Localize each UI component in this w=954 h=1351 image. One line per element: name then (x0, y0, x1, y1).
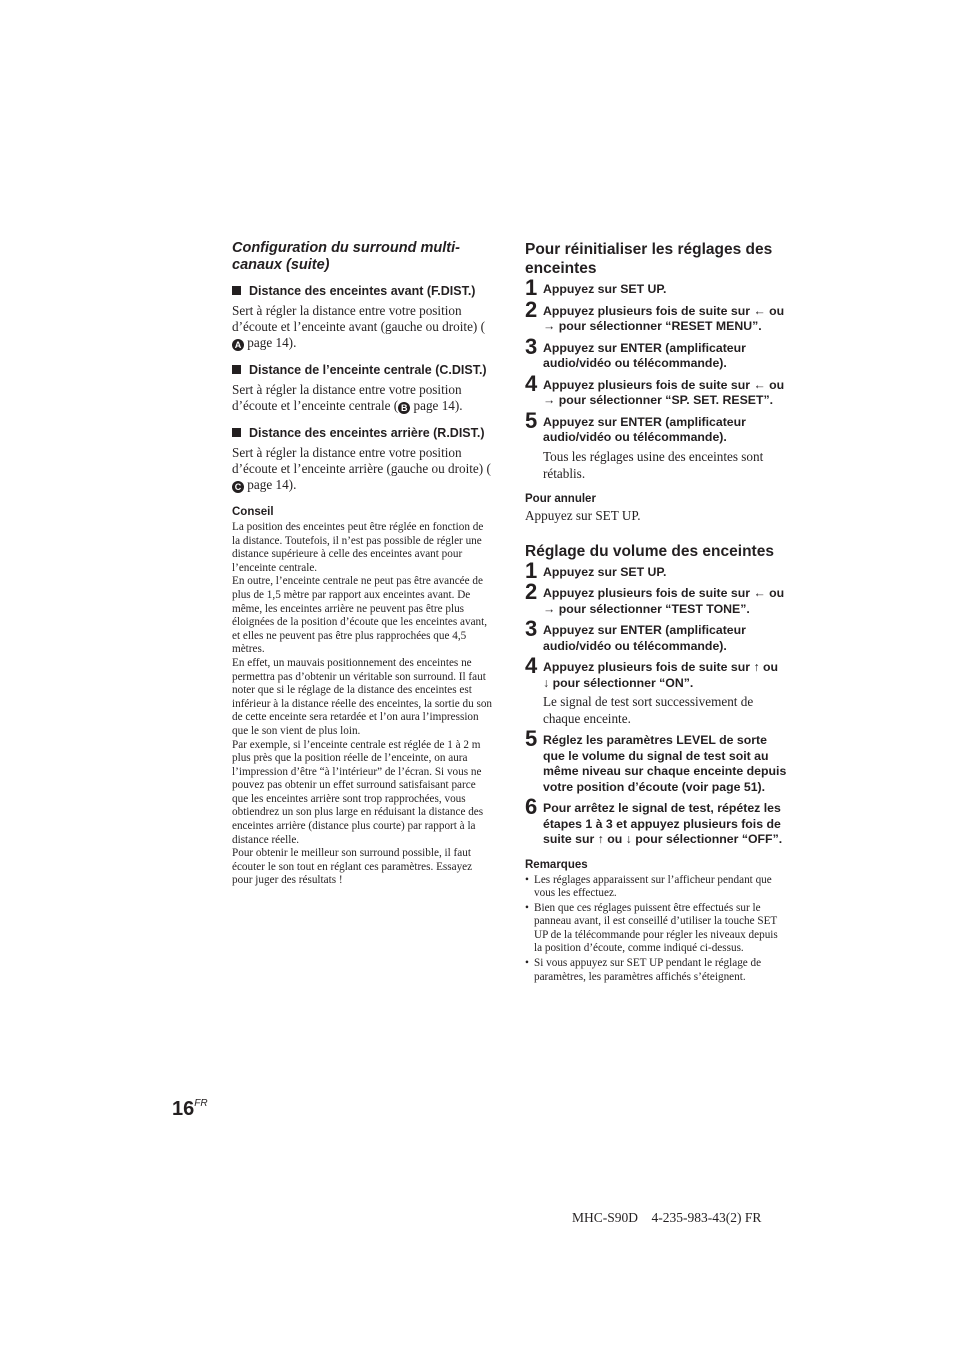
tip-paragraph: Pour obtenir le meilleur son surround possible, il faut écouter le son tout en réglant ces paramètres. Essayez pour juger des résultats ! (232, 847, 473, 887)
note-item: • Si vous appuyez sur SET UP pendant le réglage de paramètres, les paramètres affichés s’éteignent. (525, 957, 787, 984)
step: 1 Appuyez sur SET UP. (525, 275, 667, 300)
step: 6 Pour arrêtez le signal de test, répétez les étapes 1 à 3 et appuyez plusieurs fois de suite sur ↑ ou ↓ pour sélectionner “OFF”. (525, 794, 783, 846)
page-number: $16^{FR}$ (172, 1098, 208, 1120)
square-bullet-icon (232, 428, 241, 437)
document-code: MHC-S90D 4-235-983-43(2) FR (572, 1210, 762, 1225)
subsection-text: Sert à régler la distance entre votre position d’écoute et l’enceinte centrale ( B page 14). (232, 382, 463, 413)
page-language-suffix: FR (194, 1098, 208, 1109)
reset-steps (525, 275, 787, 482)
circled-c-icon: C (232, 481, 244, 493)
notes-label: Remarques (525, 858, 588, 871)
volume-steps (525, 557, 787, 848)
subsection-heading: Distance des enceintes avant (F.DIST.) (232, 284, 494, 299)
notes-list (525, 874, 787, 985)
left-column (232, 240, 494, 888)
subsection-text: Sert à régler la distance entre votre position d’écoute et l’enceinte avant (gauche ou droite) (A page 14). (232, 303, 485, 350)
step-note: Le signal de test sort successivement de chaque enceinte. (543, 694, 754, 726)
cancel-label: Pour annuler (525, 492, 596, 505)
step: 5 Appuyez sur ENTER (amplificateur audio/vidéo ou télécommande). Tous les réglages usine des enceintes sont rétablis. (525, 415, 787, 482)
continued-section-title: Configuration du surround multi-canaux (suite) (232, 240, 460, 273)
step-note: Tous les réglages usine des enceintes sont rétablis. (543, 448, 764, 481)
volume-section-title: Réglage du volume des enceintes (525, 542, 774, 560)
subsection-heading: Distance des enceintes arrière (R.DIST.) (232, 426, 494, 441)
tip-paragraph: En outre, l’enceinte centrale ne peut pas être avancée de plus de 1,5 mètre par rapport aux enceintes avant. De même, les enceintes arrière ne peuvent pas être plus éloignées de la position d’écoute que les enceintes avant, et elles ne peuvent pas être plus rapprochées que 4,5 mètres. (232, 575, 488, 656)
square-bullet-icon (232, 286, 241, 295)
subsection-text: Sert à régler la distance entre votre position d’écoute et l’enceinte arrière (gauche ou droite) (C page 14). (232, 445, 491, 492)
step: 3 Appuyez sur ENTER (amplificateur audio/vidéo ou télécommande). (525, 333, 746, 370)
right-column (525, 240, 787, 985)
step: 4 Appuyez plusieurs fois de suite sur ↑ ou ↓ pour sélectionner “ON”. Le signal de test sort successivement de chaque enceinte. (525, 660, 787, 727)
note-item: • Bien que ces réglages puissent être effectués sur le panneau avant, il est conseillé d’utiliser la touche SET UP de la télécommande pour régler les niveaux depuis la position d’écoute, comme indiqué ci-dessus. (525, 902, 787, 956)
step: 3 Appuyez sur ENTER (amplificateur audio/vidéo ou télécommande). (525, 616, 746, 653)
section-rear-distance (232, 426, 494, 493)
section-center-distance (232, 363, 494, 414)
subsection-heading: Distance de l’enceinte centrale (C.DIST.) (232, 363, 494, 378)
reset-section-title: Pour réinitialiser les réglages des enceintes (525, 241, 773, 277)
step: 2 Appuyez plusieurs fois de suite sur ← ou → pour sélectionner “RESET MENU”. (525, 296, 785, 333)
step: 4 Appuyez plusieurs fois de suite sur ← ou → pour sélectionner “SP. SET. RESET”. (525, 370, 785, 407)
section-front-distance (232, 284, 494, 351)
square-bullet-icon (232, 365, 241, 374)
tip-paragraph: Par exemple, si l’enceinte centrale est réglée de 1 à 2 m plus près que la position réelle de l’enceinte, on aura l’impression d’être “à l’intérieur” de l’écran. Si vous ne pouvez pas obtenir un effet surround satisfaisant parce que les enceintes arrière sont trop rapprochées, vous obtiendrez un son plus large en réduisant la distance des enceintes arrière (distance plus courte) par rapport à la distance réelle. (232, 738, 484, 846)
step: 1 Appuyez sur SET UP. (525, 557, 667, 583)
circled-a-icon: A (232, 339, 244, 351)
tip-paragraph: La position des enceintes peut être réglée en fonction de la distance. Toutefois, il n’est pas possible de régler une distance supérieure à celle des enceintes avant pour l’enceinte centrale. (232, 521, 484, 574)
step: 5 Réglez les paramètres LEVEL de sorte que le volume du signal de test soit au même niveau sur chaque enceinte depuis votre position d’écoute (voir page 51). (525, 726, 787, 794)
cancel-text: Appuyez sur SET UP. (525, 507, 641, 523)
note-item: • Les réglages apparaissent sur l’afficheur pendant que vous les effectuez. (525, 874, 787, 901)
tip-paragraph: En effet, un mauvais positionnement des enceintes ne permettra pas d’obtenir un véritable son surround. Il faut noter que si le réglage de la distance des enceintes est inférieur à la distance réelle des enceintes, la sortie du son de cette enceinte sera retardée et l’on aura l’impression que le son vient de plus loin. (232, 656, 493, 737)
tip-label: Conseil (232, 506, 274, 518)
step: 2 Appuyez plusieurs fois de suite sur ← ou → pour sélectionner “TEST TONE”. (525, 579, 785, 616)
circled-b-icon: B (398, 402, 410, 414)
